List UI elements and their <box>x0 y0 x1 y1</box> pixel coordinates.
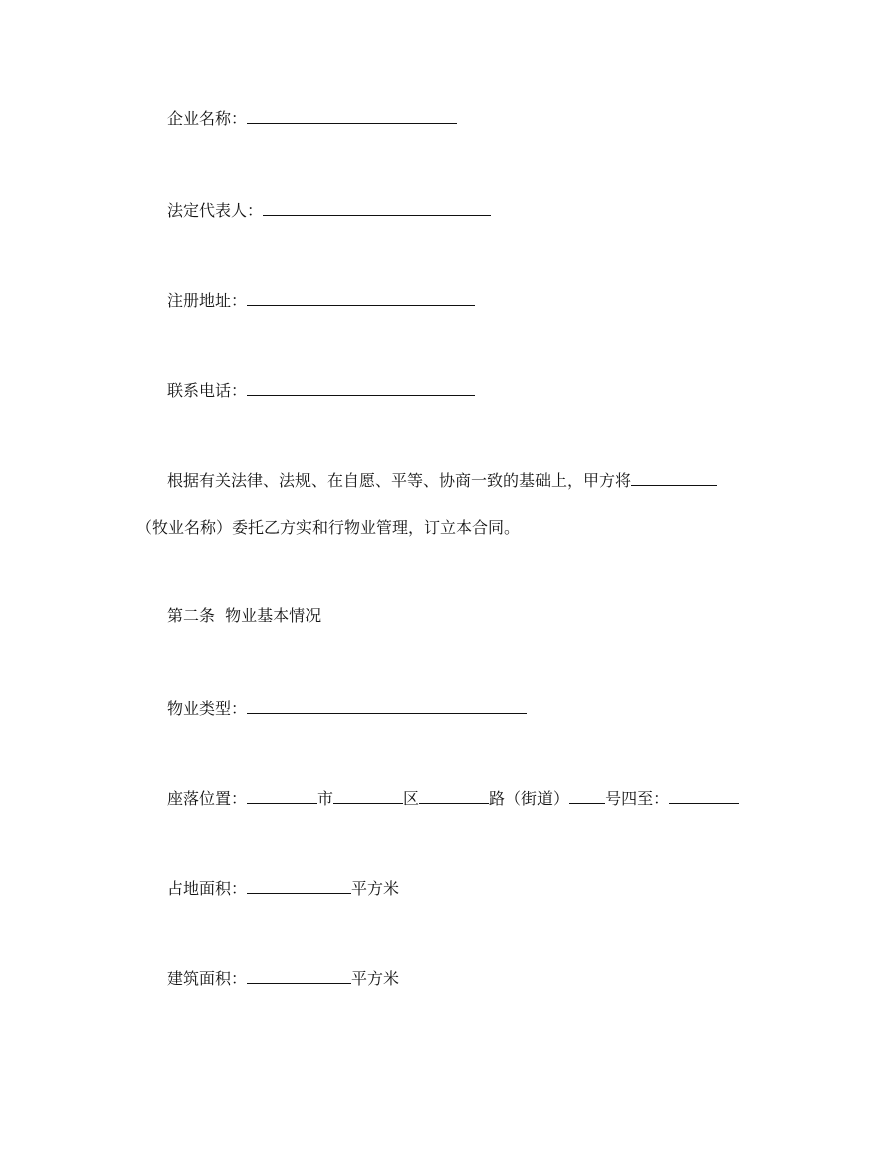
land-area-row <box>167 878 399 898</box>
paragraph-line-2 <box>136 518 520 538</box>
reg-address-row <box>167 290 475 310</box>
property-type-blank[interactable] <box>247 698 527 714</box>
property-type-label: 物业类型： <box>167 699 248 718</box>
company-name-blank[interactable] <box>247 108 457 124</box>
paragraph-text-2: （牧业名称）委托乙方实和行物业管理，订立本合同。 <box>136 518 521 537</box>
legal-rep-label: 法定代表人： <box>167 201 264 220</box>
article-2-heading-text: 第二条 物业基本情况 <box>167 606 322 625</box>
property-name-blank[interactable] <box>631 470 717 486</box>
location-label: 座落位置： <box>167 789 248 808</box>
article-2-heading <box>167 606 321 626</box>
land-area-blank[interactable] <box>247 878 351 894</box>
company-name-label: 企业名称： <box>167 109 248 128</box>
reg-address-label: 注册地址： <box>167 291 248 310</box>
phone-label: 联系电话： <box>167 381 248 400</box>
paragraph-line-1 <box>167 470 717 490</box>
reg-address-blank[interactable] <box>247 290 475 306</box>
phone-row <box>167 380 475 400</box>
phone-blank[interactable] <box>247 380 475 396</box>
city-text: 市 <box>317 789 334 808</box>
paragraph-text-1: 根据有关法律、法规、在自愿、平等、协商一致的基础上，甲方将 <box>167 471 632 490</box>
legal-rep-row <box>167 200 491 220</box>
district-text: 区 <box>403 789 420 808</box>
number-blank[interactable] <box>569 788 605 804</box>
bounds-blank[interactable] <box>669 788 739 804</box>
building-area-unit: 平方米 <box>351 969 400 988</box>
city-blank[interactable] <box>247 788 317 804</box>
company-name-row <box>167 108 457 128</box>
building-area-blank[interactable] <box>247 968 351 984</box>
location-row <box>167 788 739 808</box>
building-area-label: 建筑面积： <box>167 969 248 988</box>
district-blank[interactable] <box>333 788 403 804</box>
road-blank[interactable] <box>419 788 489 804</box>
legal-rep-blank[interactable] <box>263 200 491 216</box>
property-type-row <box>167 698 527 718</box>
building-area-row <box>167 968 399 988</box>
number-bounds-text: 号四至： <box>605 789 670 808</box>
land-area-unit: 平方米 <box>351 879 400 898</box>
land-area-label: 占地面积： <box>167 879 248 898</box>
road-text: 路（街道） <box>489 789 570 808</box>
